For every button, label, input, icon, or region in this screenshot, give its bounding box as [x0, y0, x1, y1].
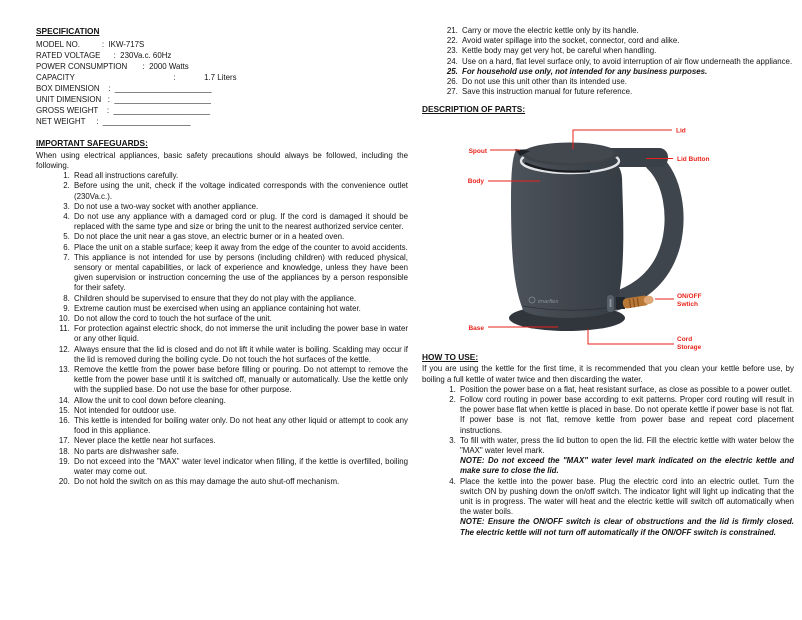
- label-base: Base: [468, 324, 484, 332]
- label-on-off-line2: Swtich: [677, 300, 698, 308]
- spec-row: UNIT DIMENSION : ______________________: [36, 94, 211, 104]
- safeguard-item: 24. Use on a hard, flat level surface only, to avoid interruption of air flow underneath the appliance.: [460, 57, 794, 67]
- label-body: Body: [467, 177, 484, 185]
- spec-row: POWER CONSUMPTION : 2000 Watts: [36, 61, 189, 71]
- how-to-use-heading: HOW TO USE:: [422, 351, 479, 362]
- step-note: NOTE: Ensure the ON/OFF switch is clear of obstructions and the lid is firmly closed. The electric kettle will not turn off automatically if the ON/OFF switch is constrained.: [460, 517, 794, 537]
- safeguard-item: 6. Place the unit on a stable surface; keep it away from the edge of the counter to avoid accidents.: [72, 243, 408, 253]
- how-to-use-step: 1. Position the power base on a flat, heat resistant surface, as close as possible to a power outlet.: [458, 385, 794, 395]
- spec-row: RATED VOLTAGE : 230Va.c. 60Hz: [36, 50, 172, 60]
- spec-row: NET WEIGHT : ____________________: [36, 117, 191, 127]
- label-spout: Spout: [468, 147, 487, 155]
- spec-table: [36, 39, 408, 128]
- label-cord-line2: Storage: [677, 343, 702, 351]
- safeguard-item: 17. Never place the kettle near hot surfaces.: [72, 436, 408, 446]
- kettle-illustration: [440, 120, 800, 352]
- safeguards-heading: IMPORTANT SAFEGUARDS:: [36, 138, 148, 149]
- label-on-off-line1: ON/OFF: [677, 292, 702, 300]
- how-to-use-step: 4. Place the kettle into the power base. Plug the electric cord into an electric outlet. Turn the switch ON by pushing down the on/off switch. The indicator light will light up indicating that the unit is in progress. The water will heat and the electric kettle will switch off automatically when the water boils. NOTE: Ensure the ON/OFF switch is clear of obstructions and the lid is firmly closed. The electric kettle will not turn off automatically if the ON/OFF switch is constrained.: [458, 477, 794, 538]
- safeguard-item: 12. Always ensure that the lid is closed and do not lift it while water is boiling. Scalding may occur if the lid is removed during the boiling cycle. Do not touch the hot surfaces of the kettle.: [72, 345, 408, 365]
- kettle-handle: [616, 162, 674, 301]
- safeguard-item: 5. Do not place the unit near a gas stove, an electric burner or in a heated oven.: [72, 232, 408, 242]
- parts-heading: DESCRIPTION OF PARTS:: [422, 104, 526, 115]
- safeguard-item: 26. Do not use this unit other than its intended use.: [460, 77, 794, 87]
- safeguard-item: 3. Do not use a two-way socket with another appliance.: [72, 202, 408, 212]
- spec-heading: SPECIFICATION: [36, 26, 100, 36]
- safeguard-item: 21. Carry or move the electric kettle only by its handle.: [460, 26, 794, 36]
- safeguard-item: 27. Save this instruction manual for future reference.: [460, 87, 794, 97]
- spec-row: GROSS WEIGHT : ______________________: [36, 106, 210, 116]
- safeguard-item: 22. Avoid water spillage into the socket, connector, cord and alike.: [460, 36, 794, 46]
- water-gauge-mark: [610, 299, 612, 307]
- spec-row: BOX DIMENSION : ______________________: [36, 83, 212, 93]
- how-to-use-intro: If you are using the kettle for the first time, it is recommended that you clean your kettle before use, by boiling a full kettle of water twice and then discarding the water.: [422, 364, 794, 384]
- safeguard-item: 2. Before using the unit, check if the voltage indicated corresponds with the convenience outlet (230Va.c.).: [72, 181, 408, 201]
- spec-row: CAPACITY : 1.7 Liters: [36, 72, 237, 82]
- safeguard-item: 20. Do not hold the switch on as this may damage the auto shut-off mechanism.: [72, 477, 408, 487]
- step-note: NOTE: Do not exceed the "MAX" water level mark indicated on the electric kettle and make sure to close the lid.: [460, 456, 794, 476]
- safeguard-item: 15. Not intended for outdoor use.: [72, 406, 408, 416]
- how-to-use-step: 2. Follow cord routing in power base according to exit patterns. Proper cord routing will result in the power base flat when kettle is placed in base. Do not operate kettle if power base is not flat. If power base is not flat, remove kettle from power base and repeat cord placement instructions.: [458, 395, 794, 436]
- safeguard-item: 16. This kettle is intended for boiling water only. Do not heat any other liquid or attempt to cook any food in this appliance.: [72, 416, 408, 436]
- how-to-use-step: 3. To fill with water, press the lid button to open the lid. Fill the electric kettle with water below the "MAX" water level mark. NOTE: Do not exceed the "MAX" water level mark indicated on the electric kettle and make sure to close the lid.: [458, 436, 794, 477]
- safeguard-item: 14. Allow the unit to cool down before cleaning.: [72, 396, 408, 406]
- safeguard-item: 23. Kettle body may get very hot, be careful when handling.: [460, 46, 794, 56]
- label-lid-button: Lid Button: [677, 155, 710, 163]
- spec-row: MODEL NO. : IKW-717S: [36, 39, 145, 49]
- safeguard-item: 13. Remove the kettle from the power base before filling or pouring. Do not attempt to remove the kettle from the power base until it is switched off, manually or automatically. Use the kettle only with the supplied base. Do not use the base for other purpose.: [72, 365, 408, 396]
- safeguard-item: 25. For household use only, not intended for any business purposes.: [460, 67, 794, 77]
- safeguard-item: 11. For protection against electric shock, do not immerse the unit including the power base in water or any other liquid.: [72, 324, 408, 344]
- safeguard-item: 18. No parts are dishwasher safe.: [72, 447, 408, 457]
- safeguards-continued-list: [422, 26, 794, 97]
- label-lid: Lid: [676, 127, 686, 135]
- safeguards-list: [36, 171, 408, 487]
- safeguard-item: 1. Read all instructions carefully.: [72, 171, 408, 181]
- safeguard-item: 9. Extreme caution must be exercised when using an appliance containing hot water.: [72, 304, 408, 314]
- safeguard-item: 7. This appliance is not intended for use by persons (including children) with reduced physical, sensory or mental capabilities, or lack of experience and knowledge, unless they have been given supervision or instruction concerning the use of the appliances by a person responsible for their safety.: [72, 253, 408, 294]
- safeguard-item: 19. Do not exceed into the "MAX" water level indicator when filling, if the kettle is overfilled, boiling water may come out.: [72, 457, 408, 477]
- left-column: [36, 26, 408, 538]
- kettle-lid-top: [526, 143, 614, 163]
- label-cord-line1: Cord: [677, 335, 693, 343]
- safeguard-item: 8. Children should be supervised to ensure that they do not play with the appliance.: [72, 294, 408, 304]
- right-column: [422, 26, 794, 538]
- brand-logo-text: imarflex: [538, 298, 559, 305]
- safeguard-item: 10. Do not allow the cord to touch the hot surface of the unit.: [72, 314, 408, 324]
- safeguards-intro: When using electrical appliances, basic safety precautions should always be followed, including the following.: [36, 150, 408, 170]
- leader-cord-storage: [588, 329, 674, 344]
- how-to-use-list: [422, 385, 794, 538]
- safeguard-item: 4. Do not use any appliance with a damaged cord or plug. If the cord is damaged it should be replaced with the same type and size or bring the unit to the nearest authorized service center.: [72, 212, 408, 232]
